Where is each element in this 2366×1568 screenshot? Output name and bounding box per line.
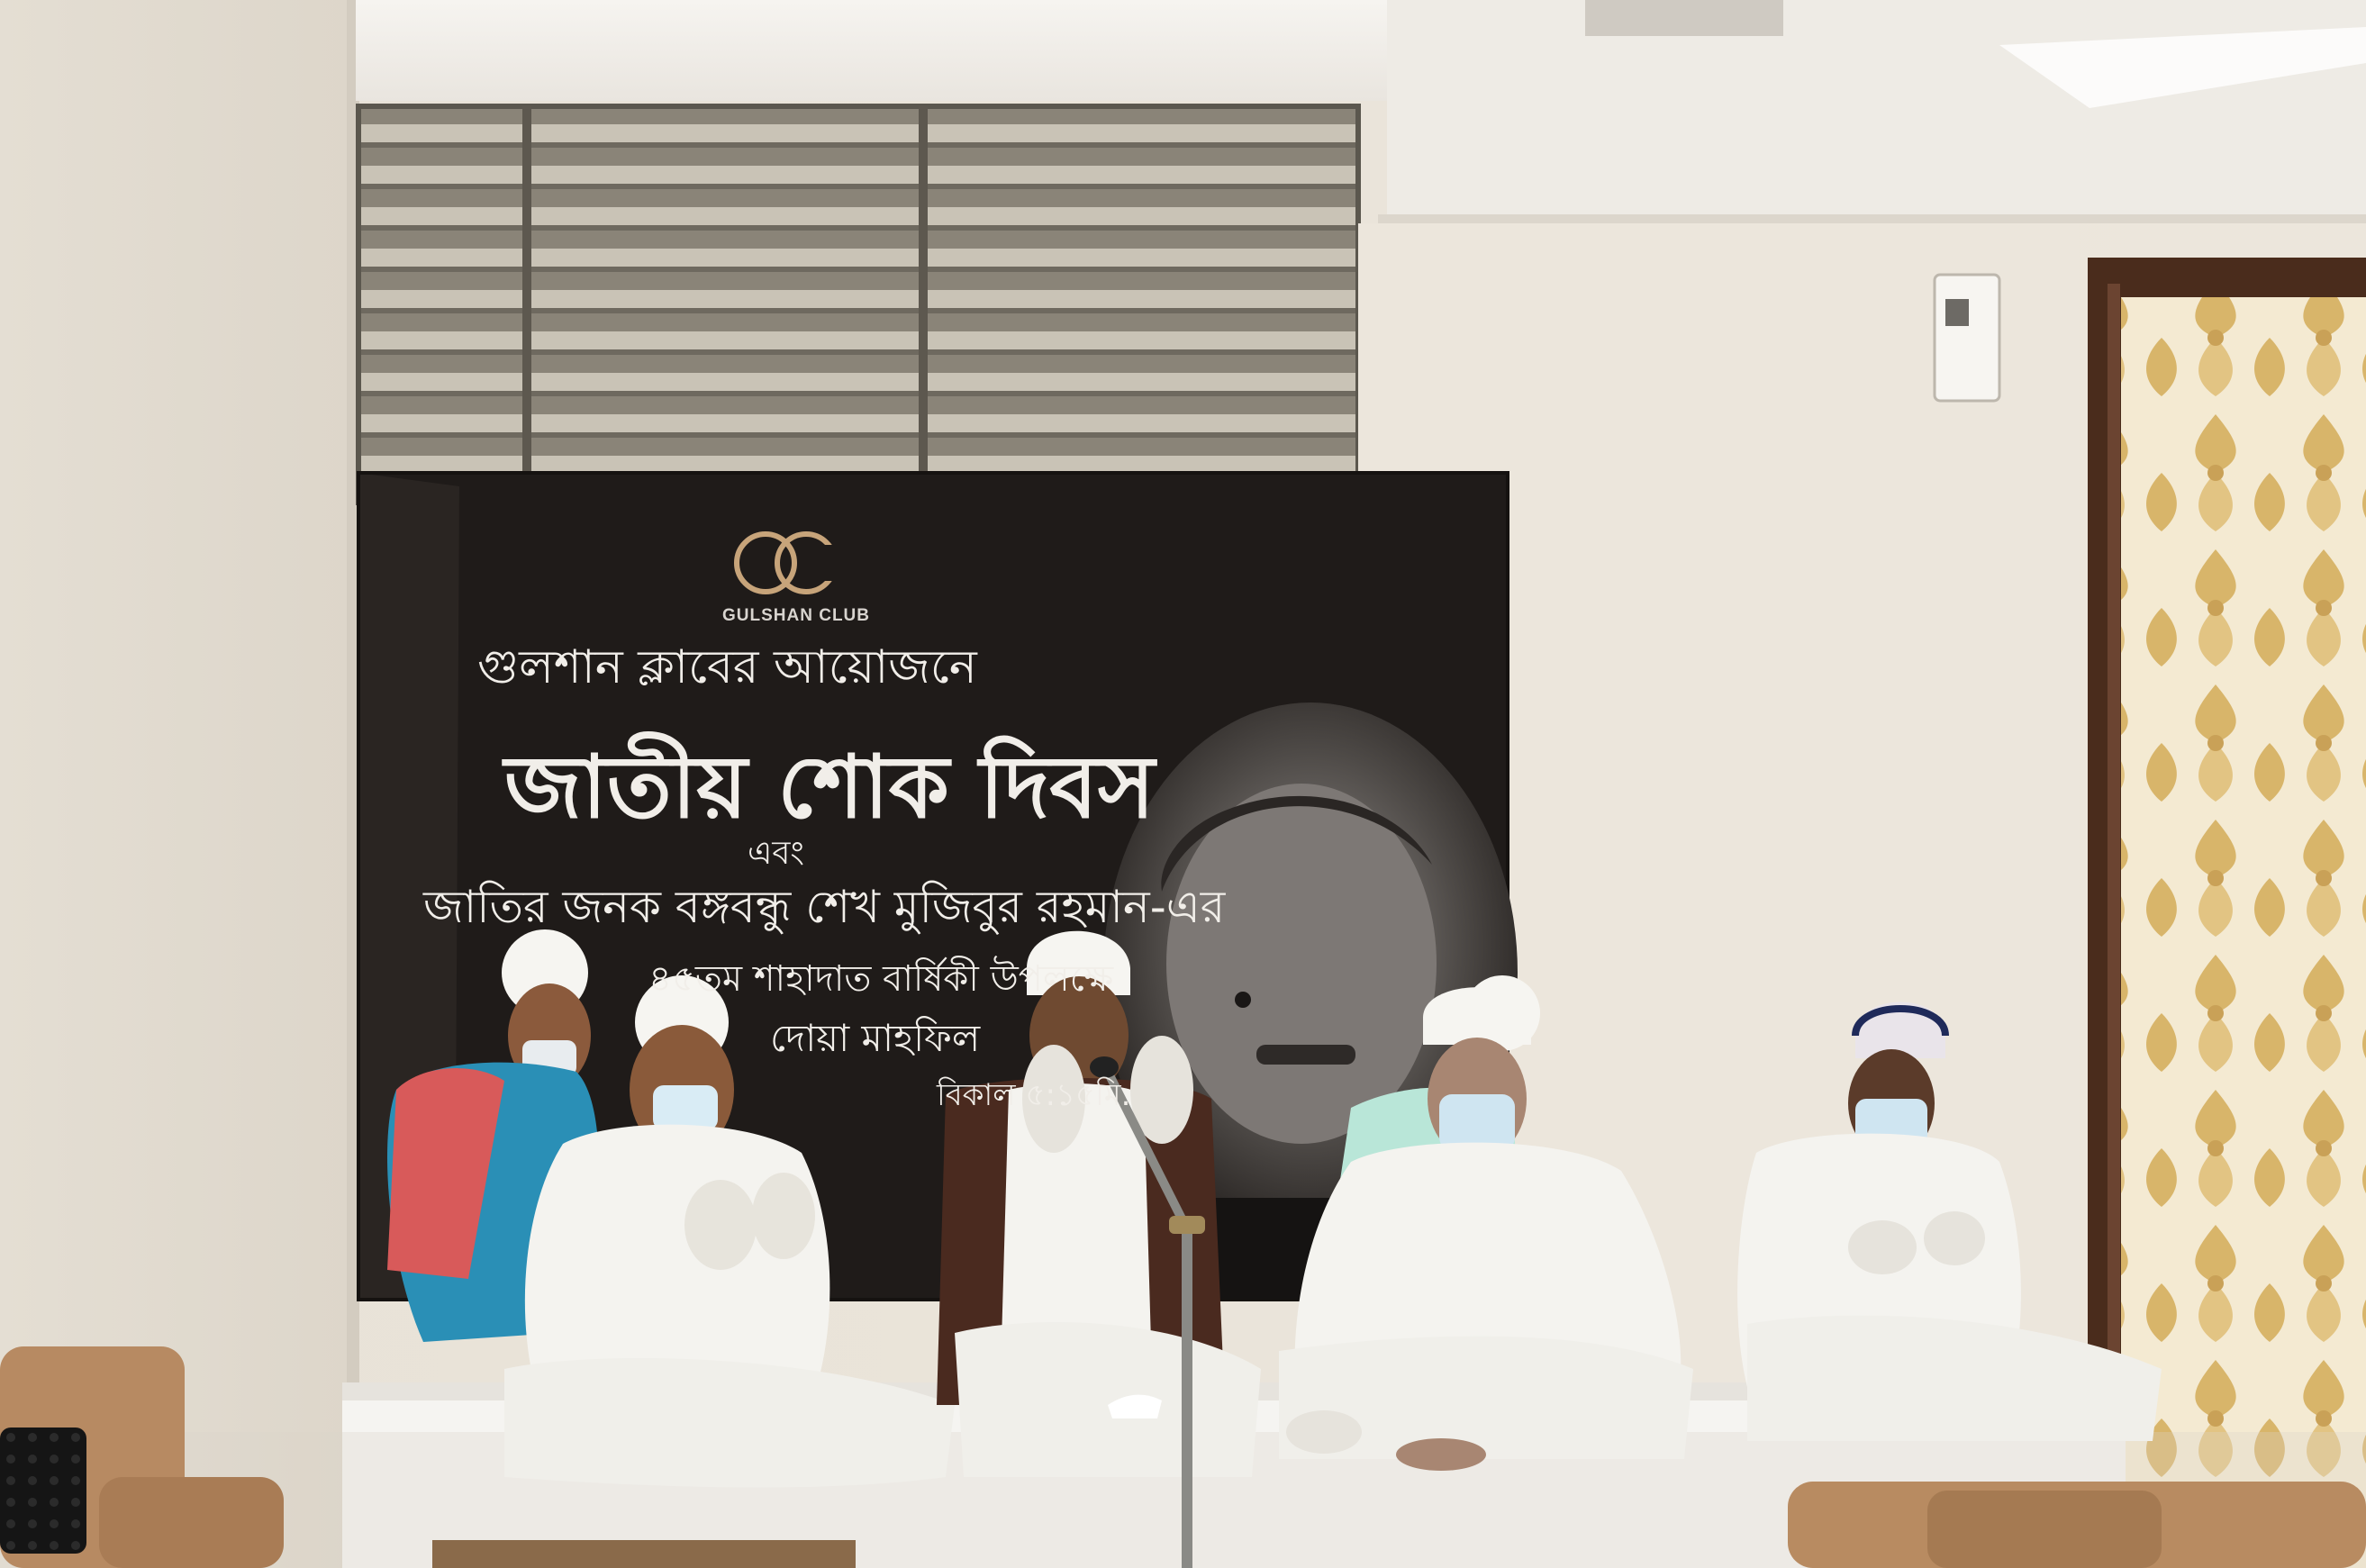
banner-line-1: গুলশান ক্লাবের আয়োজনে [477, 640, 977, 694]
banner-line-6: দোয়া মাহফিল [770, 1016, 981, 1060]
banner-line-7: বিকাল ৫:১৫মি. [937, 1077, 1131, 1113]
banner-line-3: এবং [748, 835, 804, 872]
banner-logo-text: GULSHAN CLUB [722, 606, 870, 625]
banner-line-4: জাতির জনক বঙ্গবন্ধু শেখ মুজিবুর রহমান-এর [423, 881, 1226, 933]
banner-line-5: ৪৫তম শাহাদাত বার্ষিকী উপলক্ষে [648, 958, 1114, 1000]
banner-line-2: জাতীয় শোক দিবস [504, 737, 1156, 838]
